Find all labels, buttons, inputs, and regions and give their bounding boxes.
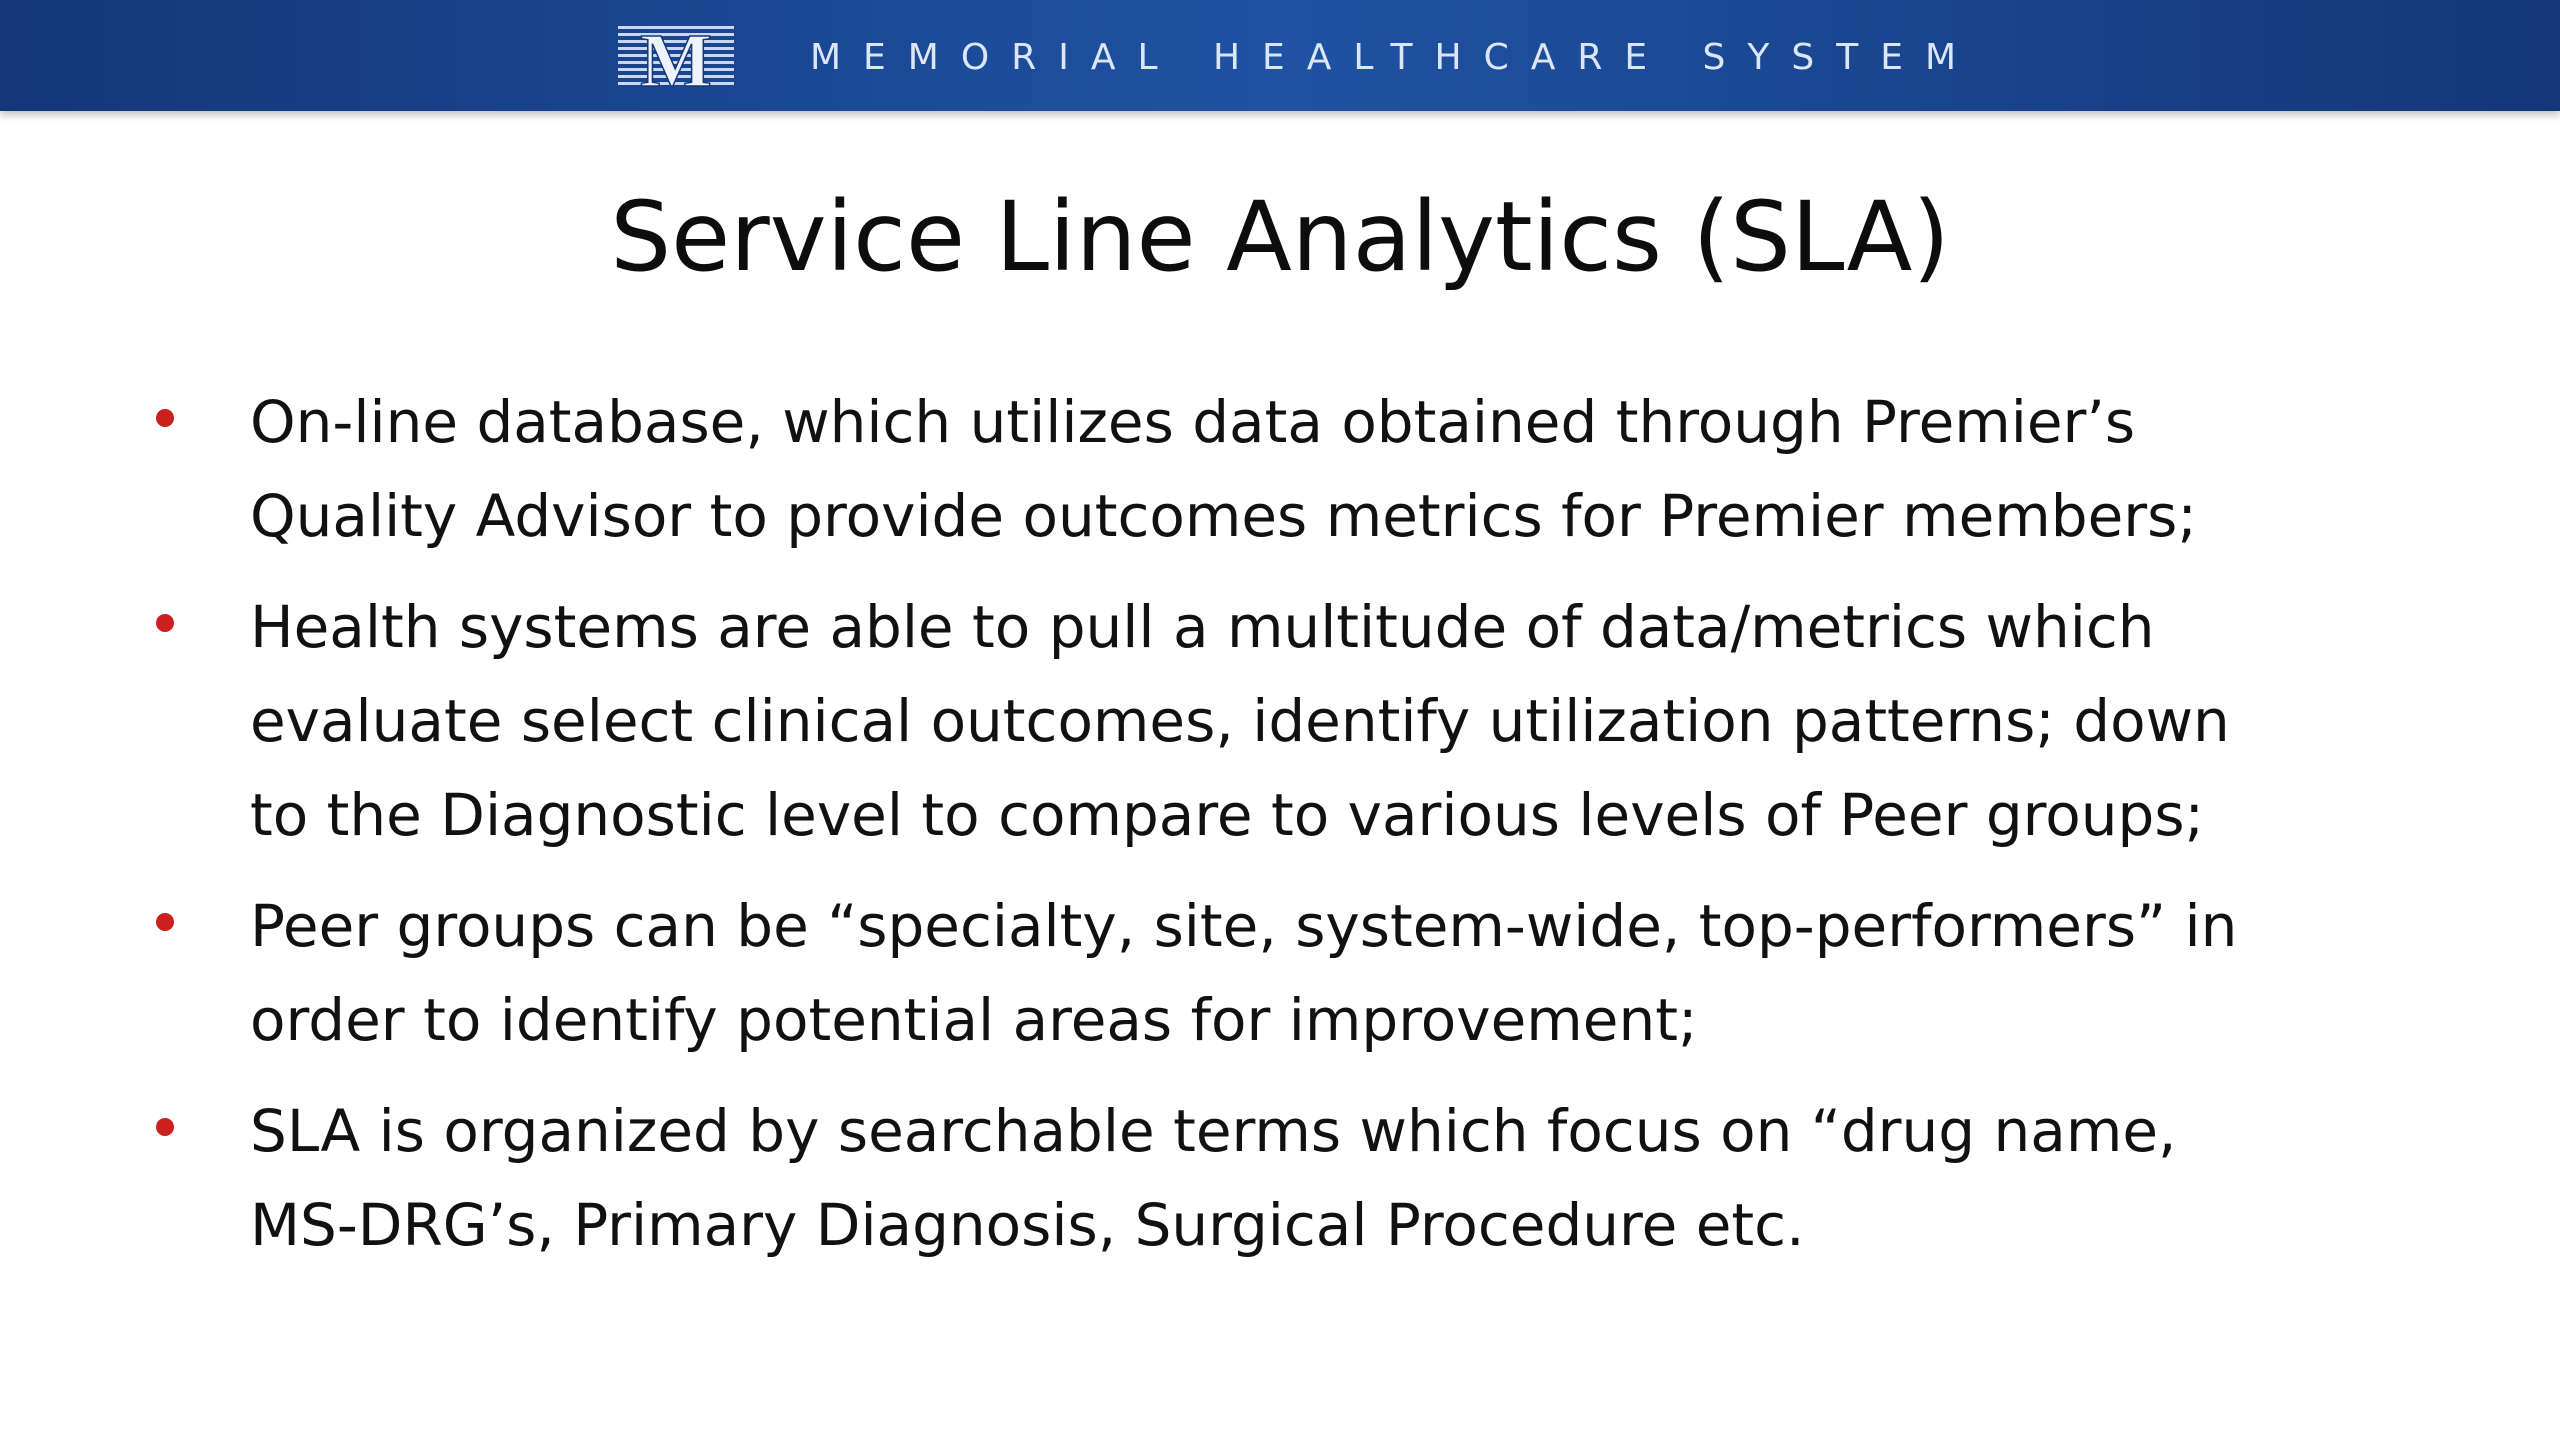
bullet-dot-icon bbox=[156, 614, 174, 632]
bullet-line: to the Diagnostic level to compare to various levels of Peer groups; bbox=[250, 781, 2205, 849]
bullet-line: Peer groups can be “specialty, site, system-wide, top-performers” in bbox=[250, 892, 2238, 960]
memorial-logo bbox=[616, 22, 736, 92]
bullet-item bbox=[148, 1084, 2448, 1272]
header-bar bbox=[0, 0, 2560, 111]
bullet-dot-icon bbox=[156, 1118, 174, 1136]
bullet-dot-icon bbox=[156, 409, 174, 427]
bullet-item bbox=[148, 580, 2448, 862]
bullet-line: Health systems are able to pull a multitude of data/metrics which bbox=[250, 593, 2155, 661]
slide-title: Service Line Analytics (SLA) bbox=[610, 181, 1950, 293]
bullet-line: Quality Advisor to provide outcomes metrics for Premier members; bbox=[250, 482, 2197, 550]
bullet-list bbox=[148, 375, 2448, 1289]
bullet-item bbox=[148, 879, 2448, 1067]
bullet-line: evaluate select clinical outcomes, identify utilization patterns; down bbox=[250, 687, 2230, 755]
bullet-line: order to identify potential areas for improvement; bbox=[250, 986, 1698, 1054]
bullet-line: On-line database, which utilizes data obtained through Premier’s bbox=[250, 388, 2136, 456]
bullet-dot-icon bbox=[156, 913, 174, 931]
bullet-line: MS-DRG’s, Primary Diagnosis, Surgical Procedure etc. bbox=[250, 1191, 1805, 1259]
brand-name: MEMORIAL HEALTHCARE SYSTEM bbox=[810, 37, 1979, 78]
bullet-item bbox=[148, 375, 2448, 563]
logo-letter: M bbox=[640, 22, 712, 92]
bullet-line: SLA is organized by searchable terms which focus on “drug name, bbox=[250, 1097, 2177, 1165]
